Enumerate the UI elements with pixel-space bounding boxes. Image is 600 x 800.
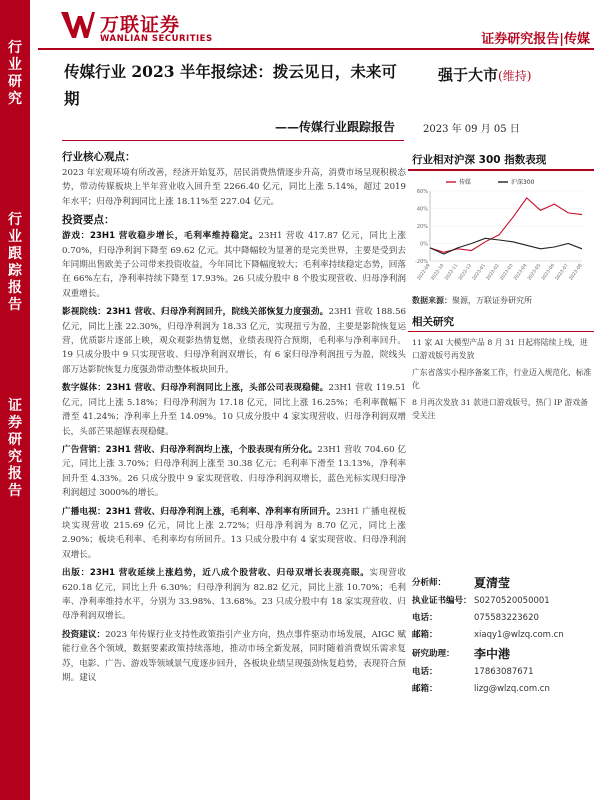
highlight-item-text: 23H1 广播电视板块实现营收 215.69 亿元，同比上涨 2.72%；归母净利润为 8.70 亿元，同比上涨 2.90%；板块毛利率、毛利率均有所回升。13 只成分股中有 4 家实现营收、归母净利润双增长。 xyxy=(62,506,406,560)
company-logo xyxy=(60,10,250,46)
main-content xyxy=(62,150,406,796)
chart-series-line xyxy=(430,238,582,254)
analyst-contact-row xyxy=(408,610,594,627)
chart-series-line xyxy=(430,198,582,252)
side-label-tracking-report: 行业跟踪报告 xyxy=(8,212,22,313)
chart-y-tick-label: 40% xyxy=(416,206,428,213)
chart-legend-label: 沪深300 xyxy=(511,179,535,186)
chart-x-tick-label: 2023-03 xyxy=(499,263,515,282)
highlight-item-text: 23H1 营收 188.56 亿元，同比上涨 22.30%，归母净利润为 18.33 亿元，实现扭亏为盈，主要是影院恢复运营，优质影片逐部上映，观众观影热情复燃，业绩表现符合预期，毛利率与净利率回升。19 只成分股中 9 只实现营收、归母净利润双增长，有 6 家归母净利润扭亏为盈，院线头部万达影院恢复力度强劲带动整体板块回升。 xyxy=(62,307,406,375)
performance-title: 行业相对沪深 300 指数表现 xyxy=(408,150,594,171)
highlight-item xyxy=(62,305,406,377)
highlight-item-lead: 广告营销：23H1 营收、归母净利润均上涨，个股表现有所分化。 xyxy=(62,444,318,455)
analyst-contact-value: 075583223620 xyxy=(474,613,539,623)
rating-main: 强于大市 xyxy=(438,66,499,84)
rating xyxy=(438,64,531,85)
highlight-item-lead: 广播电视：23H1 营收、归母净利润上涨，毛利率、净利率有所回升。 xyxy=(62,506,336,517)
page-header xyxy=(38,6,594,50)
chart-x-tick-label: 2023-04 xyxy=(513,263,529,282)
chart-x-tick-label: 2022-09 xyxy=(416,263,432,282)
core-views-text: 2023 年宏观环境有所改善，经济开始复苏，居民消费热情逐步升高，消费市场呈现积极态势，带动传媒板块上半年营业收入回升至 2266.40 亿元，同比上涨 5.14%，超过 2019 年水平；归母净利润同比上涨 18.11%至 227.04 亿元。 xyxy=(62,168,406,207)
chart-x-tick-label: 2022-12 xyxy=(458,263,474,282)
performance-chart xyxy=(408,173,588,293)
highlight-item xyxy=(62,628,406,686)
analyst-name: 李中港 xyxy=(474,647,511,661)
analyst-contact-value: S0270520050001 xyxy=(474,596,550,606)
report-subtitle: ——传媒行业跟踪报告 xyxy=(275,120,396,134)
chart-x-tick-label: 2022-11 xyxy=(444,263,460,282)
logo-name-cn: 万联证券 xyxy=(100,14,181,36)
related-research-item[interactable]: 11 家 AI 大模型产品 8 月 31 日起将陆续上线，进口游戏版号再发放 xyxy=(412,338,588,360)
highlight-item-lead: 游戏：23H1 营收稳步增长，毛利率维持稳定。 xyxy=(62,231,259,242)
analyst-contact-label: 电话： xyxy=(412,613,438,623)
chart-y-tick-label: 20% xyxy=(416,224,428,230)
highlight-item-text: 实现营收 620.18 亿元，同比上升 6.30%；归母净利润为 82.82 亿元，同比上涨 10.70%；毛利率、净利率维持水平，分别为 33.98%、13.68%。23 只成分股中有 18 家实现营收、归母净利润双增长。 xyxy=(62,568,406,622)
analyst-contact-value[interactable]: xiaqy1@wlzq.com.cn xyxy=(474,630,564,640)
performance-chart-svg xyxy=(408,173,588,293)
analyst-contact-value[interactable]: lizg@wlzq.com.cn xyxy=(474,684,550,694)
related-research-list xyxy=(408,336,594,422)
side-label-securities-report: 证券研究报告 xyxy=(8,398,22,499)
chart-y-tick-label: -20% xyxy=(415,259,428,265)
highlight-item-lead: 出版：23H1 营收延续上涨趋势，近八成个股营收、归母双增长表现亮眼。 xyxy=(62,568,370,579)
chart-source-label: 数据来源： xyxy=(412,296,452,305)
chart-x-tick-label: 2023-06 xyxy=(541,263,557,282)
analyst-contact-label: 电话： xyxy=(412,667,438,677)
report-date: 2023 年 09 月 05 日 xyxy=(423,124,520,135)
highlight-item xyxy=(62,566,406,624)
related-research-title: 相关研究 xyxy=(408,314,594,332)
analyst-role: 研究助理： xyxy=(412,649,455,659)
chart-x-tick-label: 2023-01 xyxy=(472,263,487,282)
highlight-item xyxy=(62,443,406,501)
analyst-role: 分析师： xyxy=(412,578,447,588)
analyst-block xyxy=(408,573,594,698)
chart-x-tick-label: 2023-02 xyxy=(485,263,501,282)
highlight-item-lead: 投资建议： xyxy=(62,629,106,640)
report-title: 传媒行业 2023 半年报综述：拨云见日，未来可期 xyxy=(64,62,397,108)
chart-source-text: 聚源，万联证券研究所 xyxy=(452,296,532,305)
analyst-contact-row xyxy=(408,593,594,610)
chart-legend-label: 传媒 xyxy=(459,179,472,186)
highlights-heading: 投资要点： xyxy=(62,214,115,227)
chart-x-tick-label: 2022-10 xyxy=(430,263,446,282)
analyst-contact-label: 邮箱： xyxy=(412,684,438,694)
chart-y-tick-label: 60% xyxy=(416,189,428,195)
related-research-item[interactable]: 广东省落实小程序备案工作，行业迈入规范化、标准化 xyxy=(412,368,592,390)
report-category: 证券研究报告|传媒 xyxy=(481,32,590,47)
analyst-contact-row xyxy=(408,664,594,681)
highlight-item-text: 23H1 营收 704.60 亿元，同比上涨 3.70%；归母净利润上涨至 30.38 亿元；毛利率下滑至 13.13%，净利率回升至 4.33%。26 只成分股中 9 家实现营收、归母净利润双增长，蓝色光标实现归母净利润超过 3000%的增长。 xyxy=(62,444,406,499)
related-research-item[interactable]: 8 月再次发放 31 款进口游戏版号，热门 IP 游戏备受关注 xyxy=(412,398,588,420)
chart-y-tick-label: 0% xyxy=(420,241,428,248)
highlight-item xyxy=(62,381,406,439)
analyst-contact-row xyxy=(408,681,594,698)
rating-sub: (维持) xyxy=(498,69,532,83)
chart-x-tick-label: 2023-08 xyxy=(568,263,584,282)
highlight-item xyxy=(62,505,406,563)
analyst-name: 夏清莹 xyxy=(474,576,511,590)
chart-x-tick-label: 2023-07 xyxy=(554,263,570,282)
highlight-item-text: 2023 年传媒行业支持性政策指引产业方向，热点事件驱动市场发展，AIGC 赋能行业各个领域，数据要素政策持续落地，推动市场全新发展，同时随着消费娱乐需求复苏，电影、广告、游戏等领域景气度逐步回升，各板块业绩呈现强劲恢复趋势，表现符合预期。建议 xyxy=(62,629,406,683)
core-views-heading: 行业核心观点： xyxy=(62,151,136,163)
analyst-name-row xyxy=(408,644,594,664)
highlights-list xyxy=(62,229,406,685)
analyst-contact-label: 执业证书编号： xyxy=(412,596,472,606)
highlight-item-lead: 影视院线：23H1 营收、归母净利润回升，院线关部恢复力度强劲。 xyxy=(62,307,329,318)
highlight-item xyxy=(62,229,406,301)
analyst-contact-row xyxy=(408,627,594,644)
logo-name-en: WANLIAN SECURITIES xyxy=(100,34,213,44)
highlight-item-lead: 数字媒体：23H1 营收、归母净利润同比上涨，头部公司表现稳健。 xyxy=(62,383,329,394)
chart-x-tick-label: 2023-05 xyxy=(527,263,543,282)
title-divider xyxy=(62,140,404,141)
highlight-item-text: 23H1 营收 119.51 亿元，同比上涨 5.18%；归母净利润为 17.18 亿元，同比上涨 16.25%；毛利率微幅下滑至 41.24%；净利率上升至 14.09%。10 只成分股中 4 家实现营收、归母净利润双增长，头部芒果超媒表现稳健。 xyxy=(62,383,406,437)
chart-source xyxy=(408,295,594,306)
analyst-name-row xyxy=(408,573,594,593)
analyst-contact-value: 17863087671 xyxy=(474,667,534,677)
sidebar xyxy=(408,150,594,422)
logo-mark-icon xyxy=(60,10,96,40)
highlight-item-text: 23H1 营收 417.87 亿元，同比上涨 0.70%，归母净利润下降至 69.62 亿元。其中降幅较为显著的是完美世界，主要是受到去年同期出售欧美子公司带来投资收益，今年同比下降幅度较大；毛利率持续稳定态势，回落在 66%左右，净利率持续下降至 17.93%。26 只成分股中 8 个股实现营收、归母净利润双重增长。 xyxy=(62,231,406,299)
analyst-contact-label: 邮箱： xyxy=(412,630,438,640)
side-label-industry-research: 行业研究 xyxy=(8,40,22,107)
